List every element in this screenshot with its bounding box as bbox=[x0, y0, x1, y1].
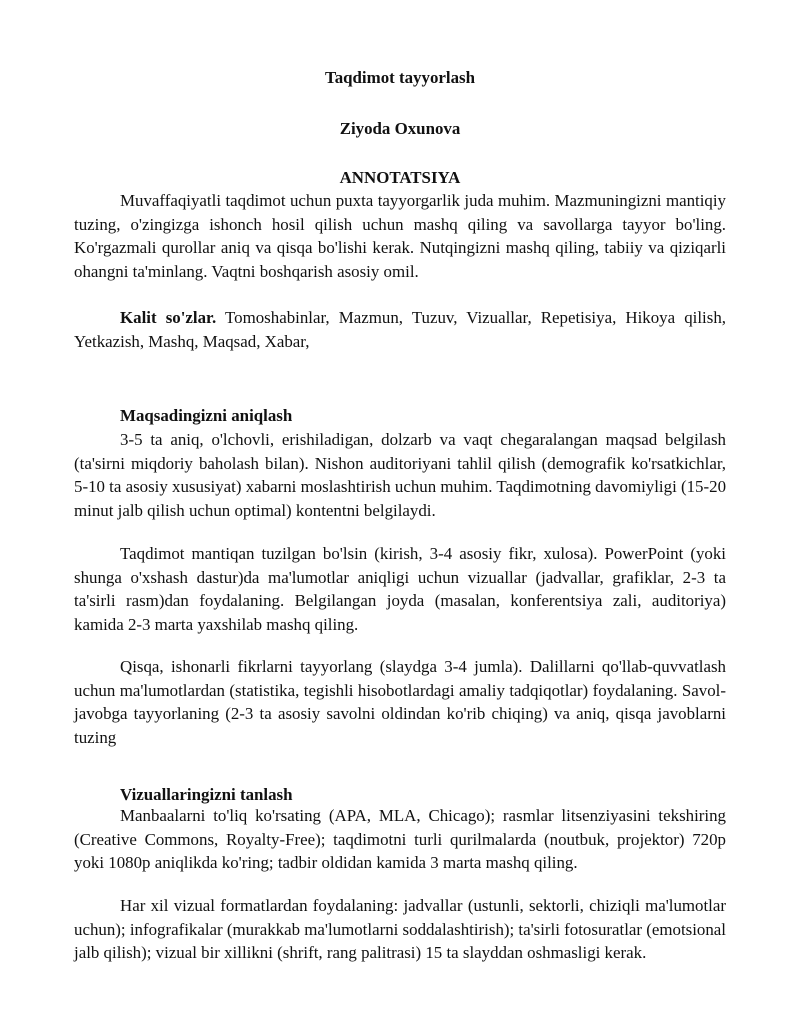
goals-paragraph-2: Taqdimot mantiqan tuzilgan bo'lsin (kirish, 3-4 asosiy fikr, xulosa). PowerPoint (yoki shunga o'xshash dastur)da ma'lumotlar aniqligi uchun vizuallar (jadvallar, grafiklar, 2-3 ta ta'sirli rasm)dan foydalaning. Belgilangan joyda (masalan, konferentsiya zali, auditoriya) kamida 2-3 marta yaxshilab mashq qiling. bbox=[74, 544, 726, 634]
visuals-paragraph-1: Manbaalarni to'liq ko'rsating (APA, MLA, Chicago); rasmlar litsenziyasini tekshiring (Creative Commons, Royalty-Free); taqdimotni turli qurilmalarda (noutbuk, projektor) 720p yoki 1080p aniqlikda ko'ring; tadbir oldidan kamida 3 marta mashq qiling. bbox=[74, 806, 726, 873]
goals-paragraph-1: 3-5 ta aniq, o'lchovli, erishiladigan, dolzarb va vaqt chegaralangan maqsad belgilash (ta'sirni miqdoriy baholash bilan). Nishon auditoriyani tahlil qilish (demografik ko'rsatkichlar, 5-10 ta asosiy xususiyat) xabarni moslashtirish uchun muhim. Taqdimotning davomiyligi (15-20 minut jalb qilish uchun optimal) kontentni belgilaydi. bbox=[74, 430, 727, 520]
section-heading-goals: Maqsadingizni aniqlash bbox=[120, 406, 293, 425]
keywords-list: Tomoshabinlar, Mazmun, Tuzuv, Vizuallar, Repetisiya, Hikoya qilish, Yetkazish, Mashq, Maqsad, Xabar, bbox=[74, 308, 726, 351]
keywords-paragraph bbox=[74, 306, 726, 353]
visuals-paragraph-2: Har xil vizual formatlardan foydalaning: jadvallar (ustunli, sektorli, chiziqli ma'lumotlar uchun); infografikalar (murakkab ma'lumotlarni soddalashtirish); ta'sirli fotosuratlar (emotsional jalb qilish); vizual bir xillikni (shrift, rang palitrasi) 15 ta slayddan oshmasligi kerak. bbox=[74, 896, 726, 963]
keywords-label: Kalit so'zlar. bbox=[120, 308, 217, 327]
abstract-paragraph: Muvaffaqiyatli taqdimot uchun puxta tayyorgarlik juda muhim. Mazmuningizni mantiqiy tuzing, o'zingizga ishonch hosil qilish uchun mashq qiling va savollarga tayyor bo'ling. Ko'rgazmali qurollar aniq va qisqa bo'lishi kerak. Nutqingizni mashq qiling, tabiiy va qiziqarli ohangni ta'minlang. Vaqtni boshqarish asosiy omil. bbox=[74, 191, 726, 281]
author-name: Ziyoda Oxunova bbox=[339, 119, 461, 138]
document-title: Taqdimot tayyorlash bbox=[324, 68, 475, 87]
goals-paragraph-3: Qisqa, ishonarli fikrlarni tayyorlang (slaydga 3-4 jumla). Dalillarni qo'llab-quvvatlash uchun ma'lumotlardan (statistika, tegishli hisobotlardagi amaliy tadqiqotlar) foydalaning. Savol-javobga tayyorlaning (2-3 ta asosiy savolni oldindan ko'rib chiqing) va aniq, qisqa javoblarni tuzing bbox=[74, 657, 726, 747]
section-heading-visuals: Vizuallaringizni tanlash bbox=[120, 785, 293, 804]
abstract-heading: ANNOTATSIYA bbox=[339, 168, 461, 187]
